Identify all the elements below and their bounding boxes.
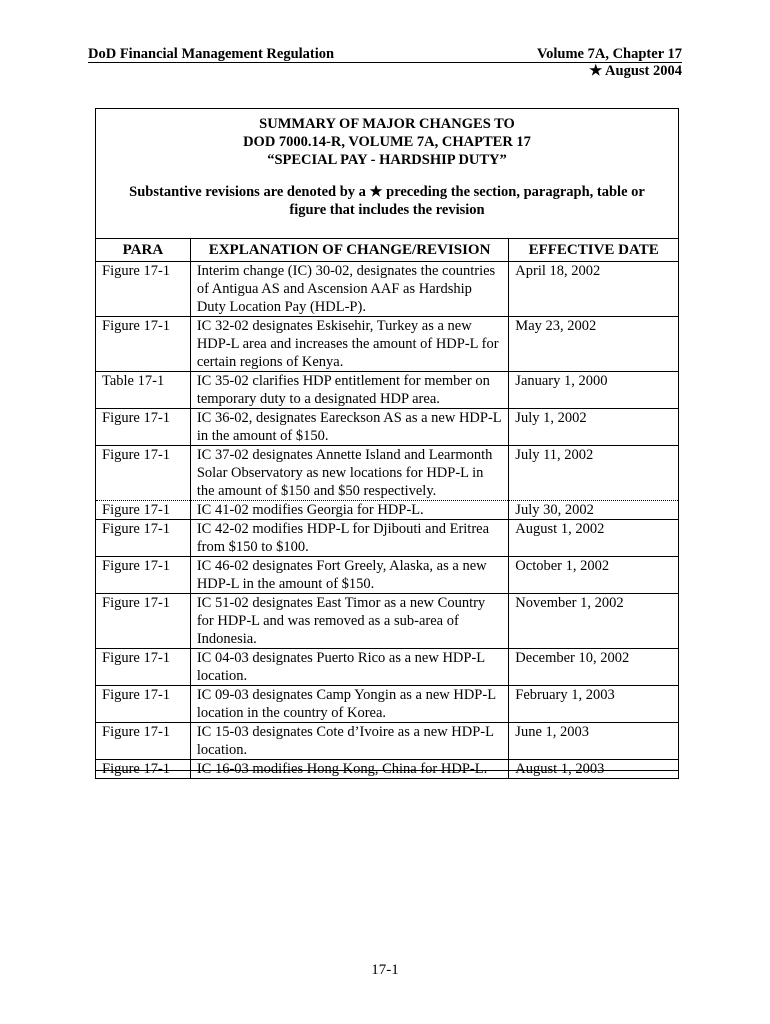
table-row <box>96 317 679 372</box>
cell-date: July 1, 2002 <box>509 409 679 446</box>
cell-para: Figure 17-1 <box>96 649 191 686</box>
table-row <box>96 594 679 649</box>
cell-date: May 23, 2002 <box>509 317 679 372</box>
cell-para: Figure 17-1 <box>96 262 191 317</box>
cell-explanation: IC 42-02 modifies HDP-L for Djibouti and Eritrea from $150 to $100. <box>190 520 508 557</box>
cell-para: Figure 17-1 <box>96 317 191 372</box>
cell-explanation: IC 09-03 designates Camp Yongin as a new HDP-L location in the country of Korea. <box>190 686 508 723</box>
cell-date: July 11, 2002 <box>509 446 679 501</box>
cell-para: Figure 17-1 <box>96 557 191 594</box>
table-row <box>96 372 679 409</box>
cell-para: Figure 17-1 <box>96 760 191 779</box>
cell-explanation: IC 15-03 designates Cote d’Ivoire as a new HDP-L location. <box>190 723 508 760</box>
cell-explanation: IC 04-03 designates Puerto Rico as a new HDP-L location. <box>190 649 508 686</box>
table-row <box>96 557 679 594</box>
table-row <box>96 262 679 317</box>
table-header-row <box>96 239 679 262</box>
cell-date: August 1, 2003 <box>509 760 679 779</box>
table-row <box>96 649 679 686</box>
table-row <box>96 501 679 520</box>
col-header-para: PARA <box>96 239 191 262</box>
cell-explanation: IC 35-02 clarifies HDP entitlement for member on temporary duty to a designated HDP area. <box>190 372 508 409</box>
cell-date: October 1, 2002 <box>509 557 679 594</box>
table-row <box>96 446 679 501</box>
cell-para: Figure 17-1 <box>96 409 191 446</box>
cell-explanation: Interim change (IC) 30-02, designates the countries of Antigua AS and Ascension AAF as Hardship Duty Location Pay (HDL-P). <box>190 262 508 317</box>
summary-line-3: “SPECIAL PAY - HARDSHIP DUTY” <box>267 152 507 168</box>
cell-explanation: IC 16-03 modifies Hong Kong, China for HDP-L. <box>190 760 508 779</box>
summary-line-1: SUMMARY OF MAJOR CHANGES TO <box>259 116 515 132</box>
cell-date: April 18, 2002 <box>509 262 679 317</box>
cell-date: February 1, 2003 <box>509 686 679 723</box>
header-title: DoD Financial Management Regulation <box>88 46 335 62</box>
cell-date: June 1, 2003 <box>509 723 679 760</box>
table-row <box>96 686 679 723</box>
summary-box <box>95 108 679 777</box>
cell-explanation: IC 51-02 designates East Timor as a new Country for HDP-L and was removed as a sub-area of Indonesia. <box>190 594 508 649</box>
cell-para: Figure 17-1 <box>96 520 191 557</box>
cell-para: Figure 17-1 <box>96 594 191 649</box>
header-volume <box>537 46 682 80</box>
cell-para: Figure 17-1 <box>96 501 191 520</box>
table-row <box>96 760 679 779</box>
header-volume-chapter: Volume 7A, Chapter 17 <box>536 46 682 62</box>
cell-para: Table 17-1 <box>96 372 191 409</box>
col-header-explanation: EXPLANATION OF CHANGE/REVISION <box>190 239 508 262</box>
summary-line-2: DOD 7000.14-R, VOLUME 7A, CHAPTER 17 <box>243 134 531 150</box>
header-date: ★ August 2004 <box>589 63 682 79</box>
cell-date: November 1, 2002 <box>509 594 679 649</box>
table-row <box>96 723 679 760</box>
cell-para: Figure 17-1 <box>96 446 191 501</box>
table-row <box>96 520 679 557</box>
cell-para: Figure 17-1 <box>96 723 191 760</box>
cell-date: December 10, 2002 <box>509 649 679 686</box>
summary-heading <box>96 109 678 169</box>
changes-table <box>95 238 679 779</box>
cell-explanation: IC 46-02 designates Fort Greely, Alaska, as a new HDP-L in the amount of $150. <box>190 557 508 594</box>
cell-para: Figure 17-1 <box>96 686 191 723</box>
table-row <box>96 409 679 446</box>
cell-date: July 30, 2002 <box>509 501 679 520</box>
cell-explanation: IC 37-02 designates Annette Island and Learmonth Solar Observatory as new locations for HDP-L in the amount of $150 and $50 respectively. <box>190 446 508 501</box>
substantive-note: Substantive revisions are denoted by a ★ preceding the section, paragraph, table or figure that includes the revision <box>129 184 645 218</box>
cell-explanation: IC 41-02 modifies Georgia for HDP-L. <box>190 501 508 520</box>
cell-date: August 1, 2002 <box>509 520 679 557</box>
page-number: 17-1 <box>371 962 399 978</box>
header-rule <box>88 62 682 63</box>
col-header-effective-date: EFFECTIVE DATE <box>509 239 679 262</box>
cell-explanation: IC 36-02, designates Eareckson AS as a new HDP-L in the amount of $150. <box>190 409 508 446</box>
cell-date: January 1, 2000 <box>509 372 679 409</box>
cell-explanation: IC 32-02 designates Eskisehir, Turkey as a new HDP-L area and increases the amount of HDP-L for certain regions of Kenya. <box>190 317 508 372</box>
